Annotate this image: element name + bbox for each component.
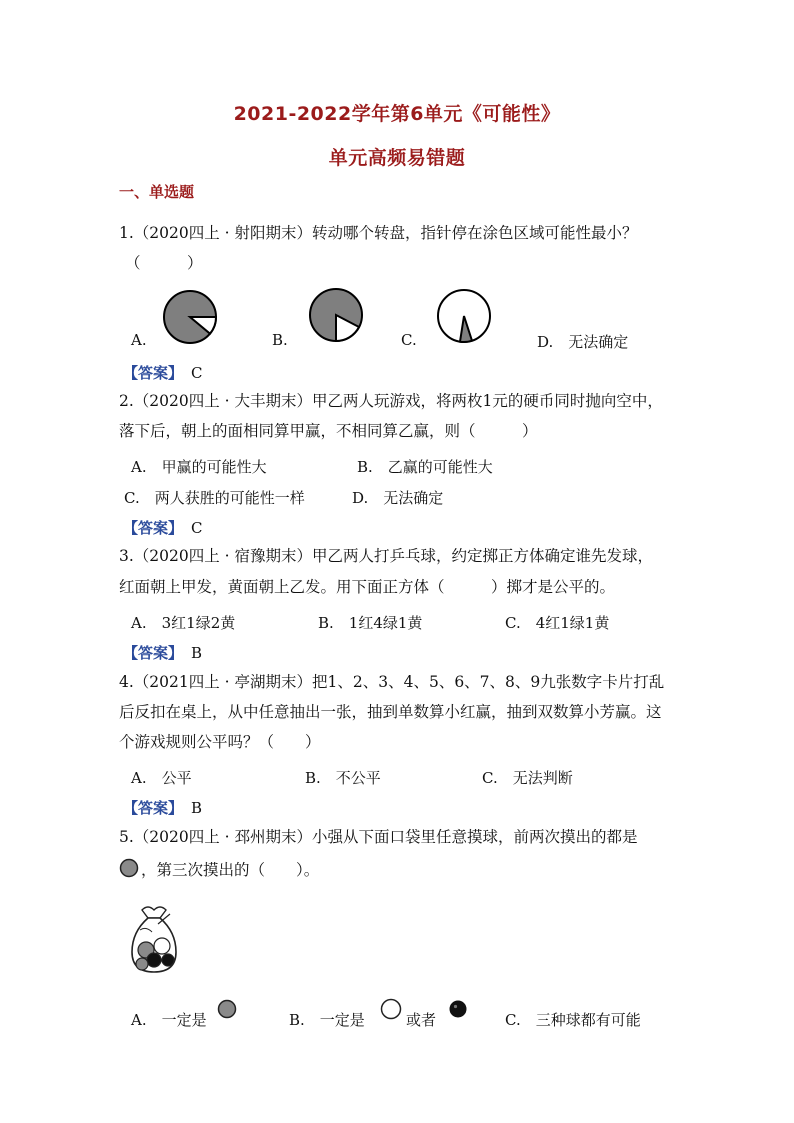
question-4-line-2: 后反扣在桌上，从中任意抽出一张，抽到单数算小红赢，抽到双数算小芳赢。这 <box>119 703 662 721</box>
q4-option-c[interactable]: C. 无法判断 <box>482 769 573 787</box>
answer-value: C <box>191 519 203 537</box>
answer-value: B <box>191 799 203 817</box>
question-2-line-1: 2.（2020四上 · 大丰期末）甲乙两人玩游戏，将两枚1元的硬币同时抛向空中， <box>119 392 663 410</box>
answer-tag: 【答案】 <box>123 644 184 662</box>
q1-option-c-label[interactable]: C. <box>401 331 417 349</box>
question-3-line-2: 红面朝上甲发，黄面朝上乙发。用下面正方体（ ）掷才是公平的。 <box>119 578 616 596</box>
spinner-c-icon <box>436 288 492 344</box>
answer-tag: 【答案】 <box>123 799 184 817</box>
black-ball-icon <box>448 999 468 1019</box>
answer-tag: 【答案】 <box>123 519 184 537</box>
q3-option-c[interactable]: C. 4红1绿1黄 <box>505 614 610 632</box>
q5-option-b-or: 或者 <box>406 1011 437 1029</box>
q4-option-b[interactable]: B. 不公平 <box>305 769 381 787</box>
q5-option-c[interactable]: C. 三种球都有可能 <box>505 1011 641 1029</box>
q1-option-b-label[interactable]: B. <box>272 331 288 349</box>
page-title: 2021-2022学年第6单元《可能性》 <box>233 103 561 125</box>
q2-option-a[interactable]: A. 甲赢的可能性大 <box>131 458 267 476</box>
question-5-line-1: 5.（2020四上 · 邳州期末）小强从下面口袋里任意摸球，前两次摸出的都是 <box>119 828 638 846</box>
q2-option-b[interactable]: B. 乙赢的可能性大 <box>357 458 493 476</box>
q3-answer <box>123 642 202 663</box>
ball-bag-icon <box>126 902 182 976</box>
question-4-line-3: 个游戏规则公平吗？（ ） <box>119 733 321 751</box>
gray-ball-icon <box>119 858 139 878</box>
question-5-line-2: ，第三次摸出的（ ）。 <box>141 861 320 879</box>
section-heading: 一、单选题 <box>119 183 195 201</box>
q1-answer <box>123 362 203 383</box>
question-1-blank: （ ） <box>125 254 203 272</box>
question-4-line-1: 4.（2021四上 · 亭湖期末）把1、2、3、4、5、6、7、8、9九张数字卡片打乱 <box>119 673 665 691</box>
answer-value: B <box>191 644 203 662</box>
q2-option-c[interactable]: C. 两人获胜的可能性一样 <box>124 489 305 507</box>
q3-option-a[interactable]: A. 3红1绿2黄 <box>131 614 236 632</box>
q4-option-a[interactable]: A. 公平 <box>131 769 192 787</box>
q1-option-a-label[interactable]: A. <box>131 331 147 349</box>
q5-option-b-label[interactable]: B. 一定是 <box>289 1011 365 1029</box>
q2-option-d[interactable]: D. 无法确定 <box>352 489 444 507</box>
answer-value: C <box>191 364 203 382</box>
white-ball-icon <box>380 998 402 1020</box>
q2-answer <box>123 517 203 538</box>
answer-tag: 【答案】 <box>123 364 184 382</box>
gray-ball-icon <box>217 999 237 1019</box>
q1-option-d[interactable]: D. 无法确定 <box>537 333 629 351</box>
page-subtitle: 单元高频易错题 <box>328 147 466 169</box>
question-1-text: 1.（2020四上 · 射阳期末）转动哪个转盘，指针停在涂色区域可能性最小？ <box>119 224 638 242</box>
q3-option-b[interactable]: B. 1红4绿1黄 <box>318 614 423 632</box>
spinner-a-icon <box>162 289 218 345</box>
question-3-line-1: 3.（2020四上 · 宿豫期末）甲乙两人打乒乓球，约定掷正方体确定谁先发球， <box>119 547 654 565</box>
question-2-line-2: 落下后，朝上的面相同算甲赢，不相同算乙赢，则（ ） <box>119 422 538 440</box>
q5-option-a-label[interactable]: A. 一定是 <box>131 1011 207 1029</box>
spinner-b-icon <box>308 287 364 343</box>
q4-answer <box>123 797 202 818</box>
